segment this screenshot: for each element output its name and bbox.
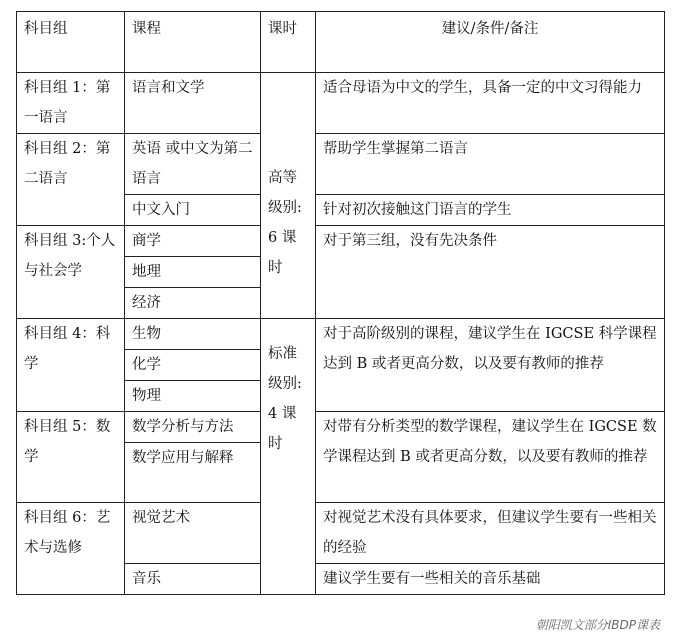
group1-name: 科目组 1：第一语言 — [17, 73, 125, 134]
group5-course-1: 数学分析与方法 — [125, 412, 261, 443]
hours-sl: 标准级别: 4 课时 — [261, 319, 316, 595]
table-row — [17, 319, 665, 350]
group4-name: 科目组 4：科学 — [17, 319, 125, 412]
group1-note: 适合母语为中文的学生，具备一定的中文习得能力 — [316, 73, 665, 134]
table-row — [17, 503, 665, 564]
group4-course-3: 物理 — [125, 381, 261, 412]
header-course: 课程 — [125, 12, 261, 73]
group5-course-2: 数学应用与解释 — [125, 443, 261, 503]
group3-course-1: 商学 — [125, 226, 261, 257]
group2-note-1: 帮助学生掌握第二语言 — [316, 134, 665, 195]
group2-course-1: 英语 或中文为第二语言 — [125, 134, 261, 195]
group1-course-1: 语言和文学 — [125, 73, 261, 134]
table-row — [17, 412, 665, 443]
ibdp-course-table — [16, 11, 665, 595]
header-group: 科目组 — [17, 12, 125, 73]
table-caption: 朝阳凯文部分IBDP课表 — [535, 618, 660, 632]
table-row — [17, 73, 665, 134]
hours-hl: 高等级别: 6 课时 — [261, 73, 316, 319]
group2-name: 科目组 2：第二语言 — [17, 134, 125, 226]
group4-note: 对于高阶级别的课程，建议学生在 IGCSE 科学课程达到 B 或者更高分数，以及要有教师的推荐 — [316, 319, 665, 412]
header-notes: 建议/条件/备注 — [316, 12, 665, 73]
group3-name: 科目组 3:个人与社会学 — [17, 226, 125, 319]
group6-note-1: 对视觉艺术没有具体要求，但建议学生要有一些相关的经验 — [316, 503, 665, 564]
group3-course-3: 经济 — [125, 288, 261, 319]
group3-course-2: 地理 — [125, 257, 261, 288]
group6-name: 科目组 6：艺术与选修 — [17, 503, 125, 595]
group3-note: 对于第三组，没有先决条件 — [316, 226, 665, 319]
group2-note-2: 针对初次接触这门语言的学生 — [316, 195, 665, 226]
header-row — [17, 12, 665, 73]
table-row — [17, 134, 665, 195]
group6-note-2: 建议学生要有一些相关的音乐基础 — [316, 564, 665, 595]
table-row — [17, 226, 665, 257]
header-hours: 课时 — [261, 12, 316, 73]
group4-course-2: 化学 — [125, 350, 261, 381]
group4-course-1: 生物 — [125, 319, 261, 350]
group6-course-1: 视觉艺术 — [125, 503, 261, 564]
group5-note: 对带有分析类型的数学课程，建议学生在 IGCSE 数学课程达到 B 或者更高分数，以及要有教师的推荐 — [316, 412, 665, 503]
group6-course-2: 音乐 — [125, 564, 261, 595]
group2-course-2: 中文入门 — [125, 195, 261, 226]
group5-name: 科目组 5：数学 — [17, 412, 125, 503]
